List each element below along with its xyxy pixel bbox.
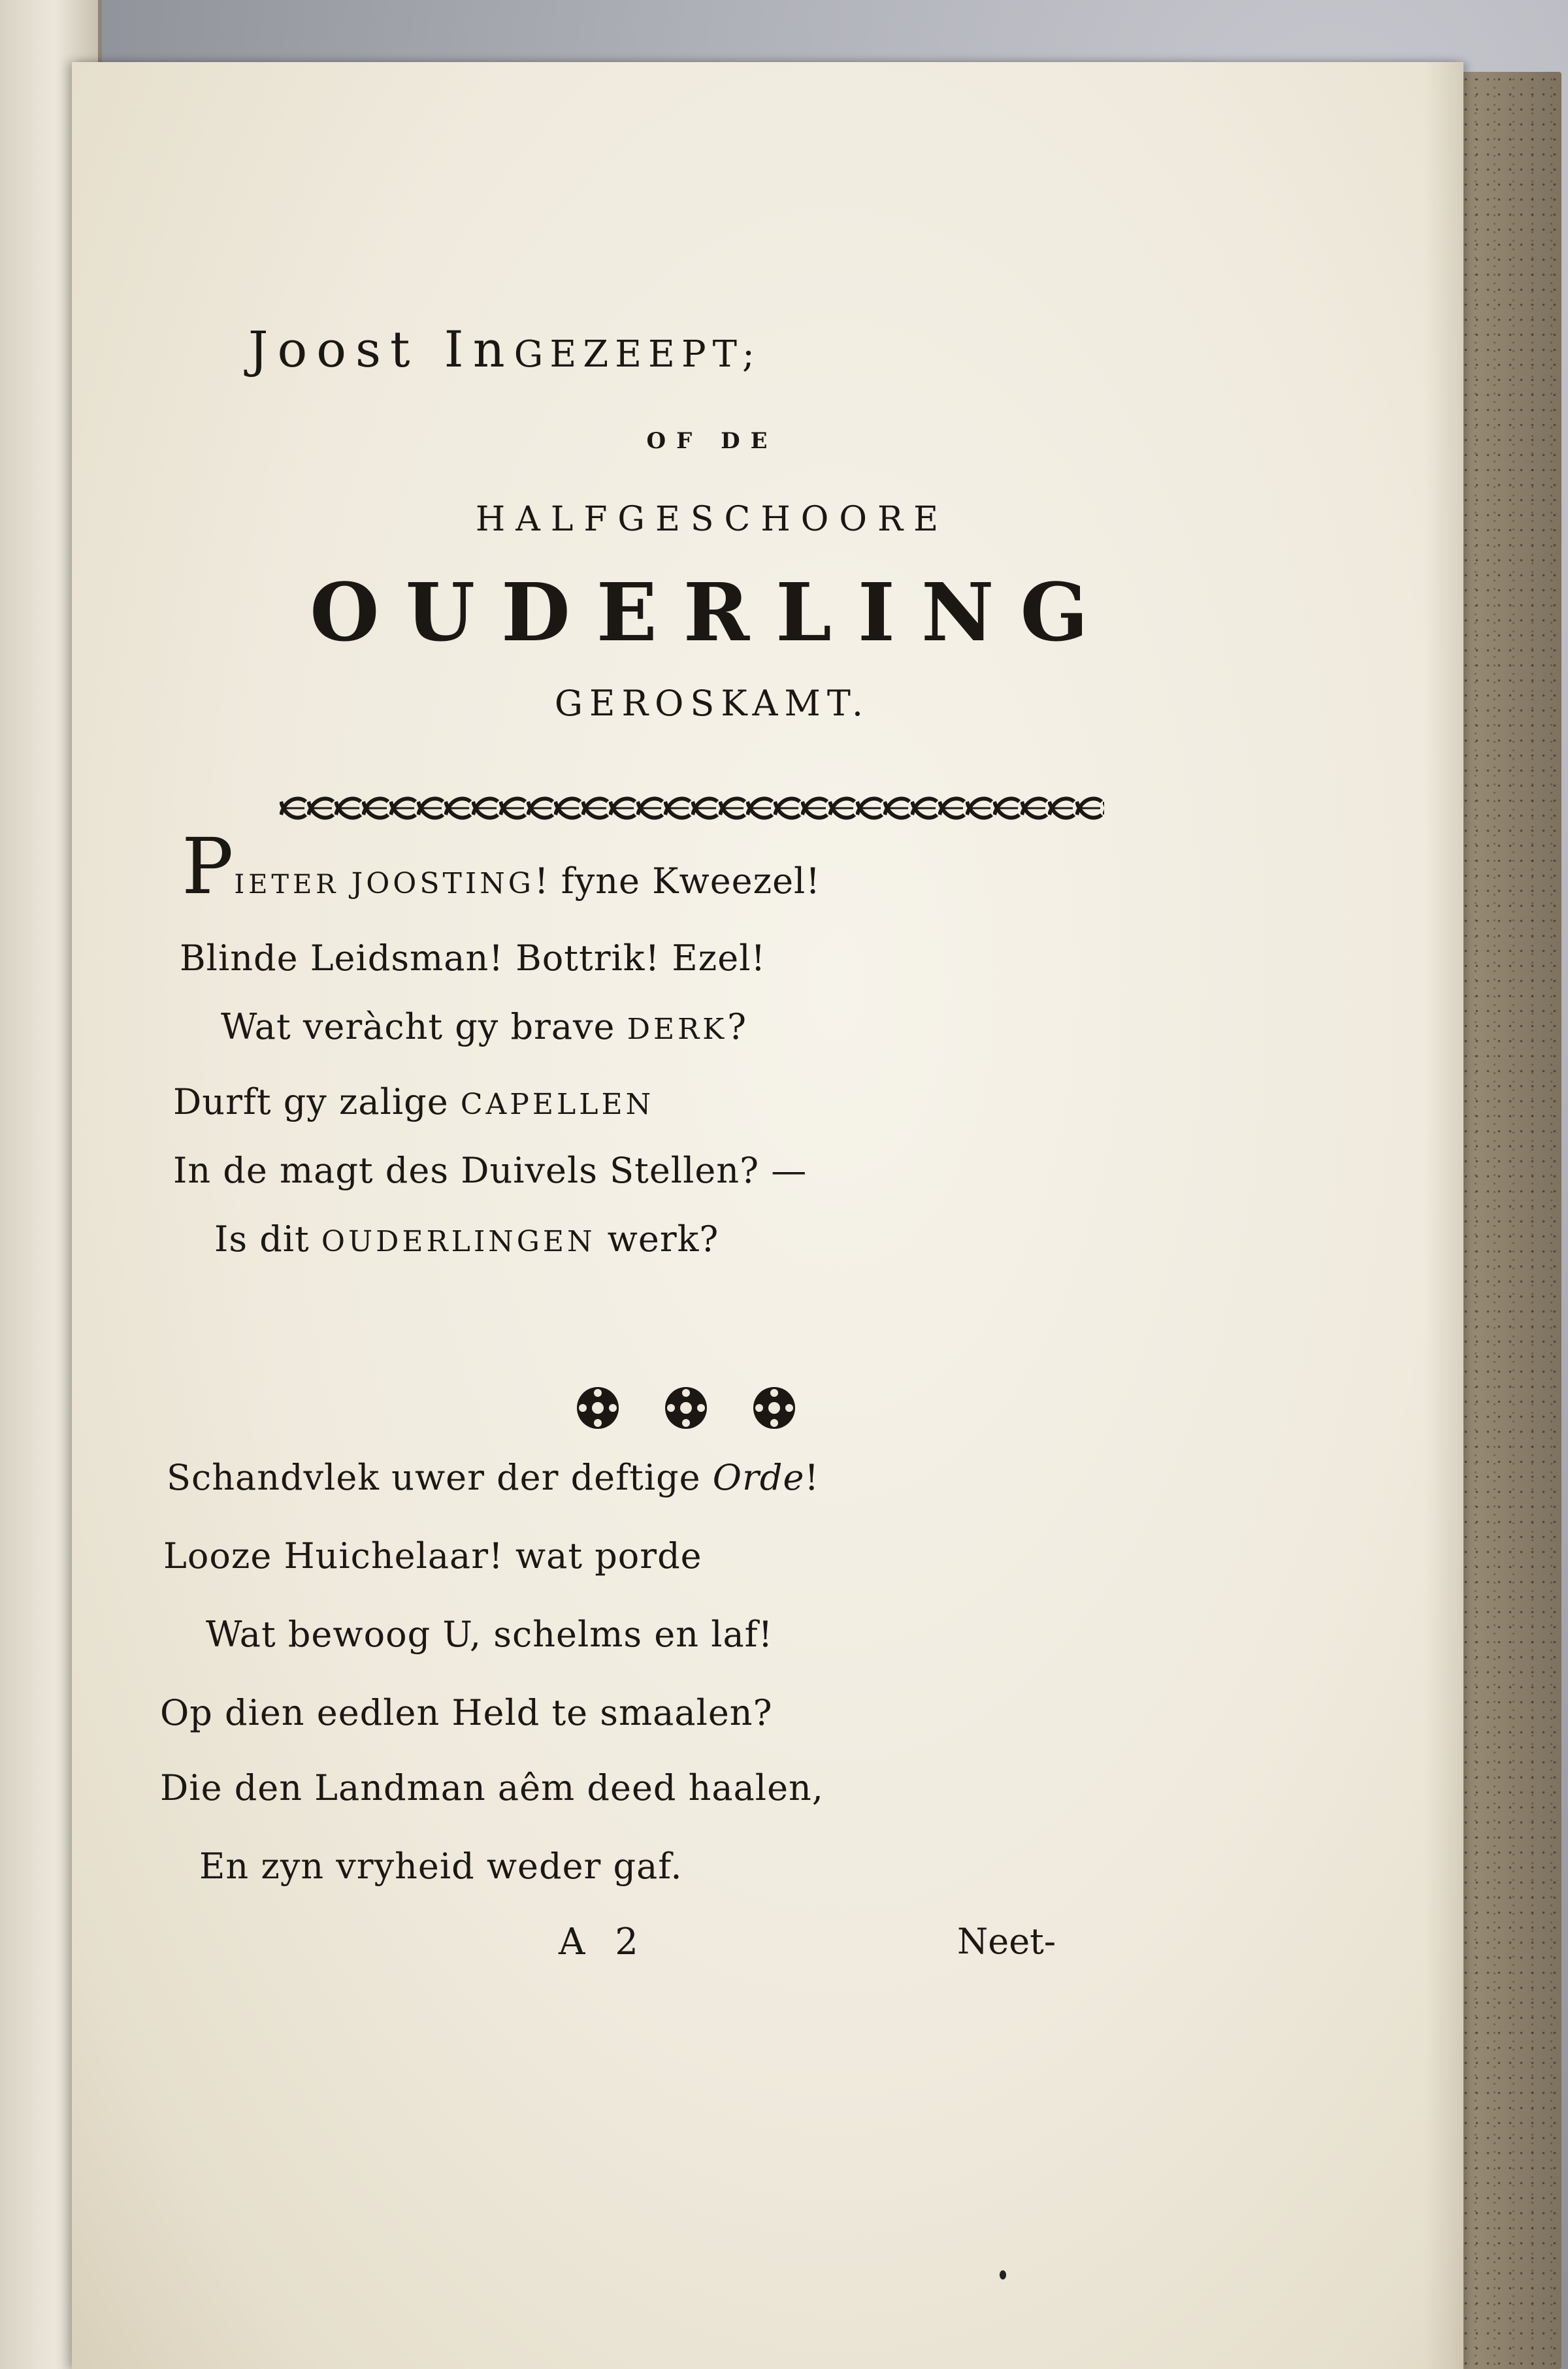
small-caps-name: OUDERLINGEN bbox=[321, 1225, 596, 1258]
fleuron-2 bbox=[665, 1387, 707, 1429]
drop-cap: P bbox=[182, 821, 235, 911]
line-post: ? bbox=[727, 1006, 747, 1047]
ink-speck bbox=[1000, 2270, 1006, 2279]
line-pre: Schandvlek uwer der deftige bbox=[167, 1457, 701, 1498]
stanza2-line-1 bbox=[167, 1457, 819, 1498]
fleuron-1 bbox=[577, 1387, 619, 1429]
stanza2-line-5: Die den Landman aêm deed haalen, bbox=[160, 1767, 824, 1808]
stanza1-line-2: Blinde Leidsman! Bottrik! Ezel! bbox=[180, 938, 766, 979]
stanza1-line-5: In de magt des Duivels Stellen? — bbox=[173, 1150, 808, 1191]
title-line-1 bbox=[248, 320, 1228, 378]
line-post: ! bbox=[804, 1457, 820, 1498]
small-caps-name: CAPELLEN bbox=[460, 1088, 655, 1121]
small-caps-name: DERK bbox=[627, 1013, 728, 1046]
stanza1-line-3 bbox=[221, 1006, 747, 1047]
line-pre: Wat veràcht gy brave bbox=[221, 1006, 615, 1047]
stanza1-line-4 bbox=[173, 1081, 654, 1122]
signature-mark: A 2 bbox=[559, 1921, 647, 1963]
title-line-5: GEROSKAMT. bbox=[554, 683, 870, 724]
title-main: Joost In bbox=[248, 320, 514, 378]
stanza1-line-6 bbox=[214, 1218, 719, 1260]
title-line-4: OUDERLING bbox=[310, 565, 1115, 659]
small-caps-name: IETER bbox=[234, 870, 340, 900]
title-small-caps: GEZEEPT; bbox=[514, 333, 761, 376]
line-pre: Is dit bbox=[214, 1218, 310, 1260]
stanza2-line-6: En zyn vryheid weder gaf. bbox=[199, 1846, 683, 1887]
ornament-rule bbox=[280, 792, 1104, 824]
stanza2-line-4: Op dien eedlen Held te smaalen? bbox=[160, 1692, 773, 1733]
title-line-3: HALFGESCHOORE bbox=[475, 500, 949, 539]
italic-word: Orde bbox=[712, 1457, 805, 1498]
book-page bbox=[72, 62, 1463, 2369]
fleuron-ornaments bbox=[568, 1379, 804, 1437]
page-edge-shadow bbox=[1424, 62, 1463, 2369]
stanza2-line-2: Looze Huichelaar! wat porde bbox=[163, 1535, 702, 1577]
small-caps-name-2: JOOSTING bbox=[351, 867, 534, 900]
catchword: Neet- bbox=[957, 1921, 1056, 1962]
line-rest: ! fyne Kweezel! bbox=[534, 860, 821, 902]
line-pre: Durft gy zalige bbox=[173, 1081, 449, 1122]
stanza2-line-3: Wat bewoog U, schelms en laf! bbox=[206, 1614, 774, 1655]
title-line-2: OF DE bbox=[646, 428, 778, 454]
fleuron-3 bbox=[753, 1387, 795, 1429]
line-post: werk? bbox=[607, 1218, 719, 1260]
stanza1-line-1 bbox=[182, 821, 821, 911]
